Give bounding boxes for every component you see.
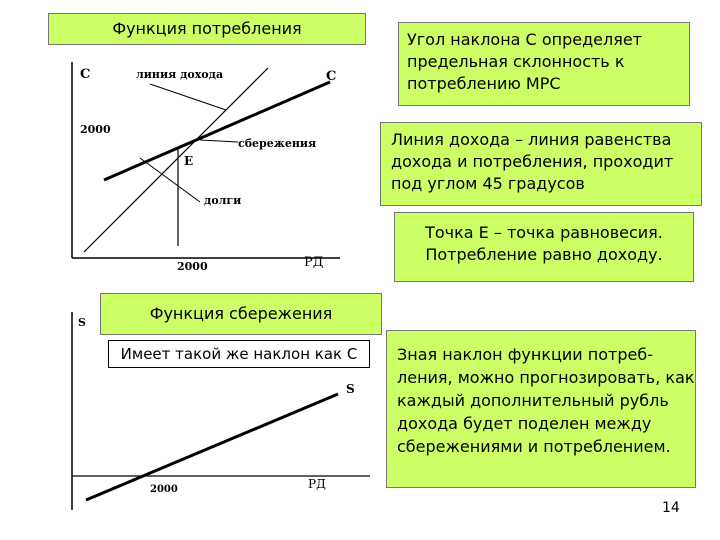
consumption-graph [72, 62, 340, 273]
page-number: 14 [662, 500, 680, 516]
slope-note: Угол наклона С определяет предельная склонность к потреблению МРС [398, 22, 690, 106]
savings-subtitle: Имеет такой же наклон как С [108, 340, 370, 368]
consumption-axis-x-label: РД [304, 255, 324, 270]
tick-x-2000: 2000 [177, 260, 208, 273]
forecast-note: Зная наклон функции потреб-ления, можно прогнозировать, как каждый дополнительный рубль дохода будет поделен между сбережениями и потреблением. [386, 330, 696, 488]
equilibrium-point-label: Е [184, 154, 194, 168]
income-line-label: линия дохода [136, 68, 224, 81]
income-line-note: Линия дохода – линия равенства дохода и потребления, проходит под углом 45 градусов [380, 122, 702, 206]
equilibrium-note: Точка Е – точка равновесия. Потребление равно доходу. [394, 212, 694, 282]
savings-label-pointer [200, 140, 238, 142]
savings-label: сбережения [238, 137, 317, 150]
consumption-title: Функция потребления [48, 13, 366, 45]
savings-axis-y-label: S [78, 316, 86, 329]
income-45-line [84, 68, 268, 252]
debt-label: долги [204, 194, 242, 207]
savings-s-line [86, 394, 338, 500]
savings-axis-x-label: РД [308, 477, 326, 491]
income-label-pointer [150, 84, 226, 110]
savings-title: Функция сбережения [100, 293, 382, 335]
savings-tick-x-2000: 2000 [150, 484, 178, 495]
c-line-label: С [326, 69, 337, 84]
consumption-axis-y-label: С [80, 67, 91, 82]
consumption-c-line [104, 82, 330, 180]
s-line-label: S [346, 382, 355, 396]
tick-y-2000: 2000 [80, 123, 111, 136]
